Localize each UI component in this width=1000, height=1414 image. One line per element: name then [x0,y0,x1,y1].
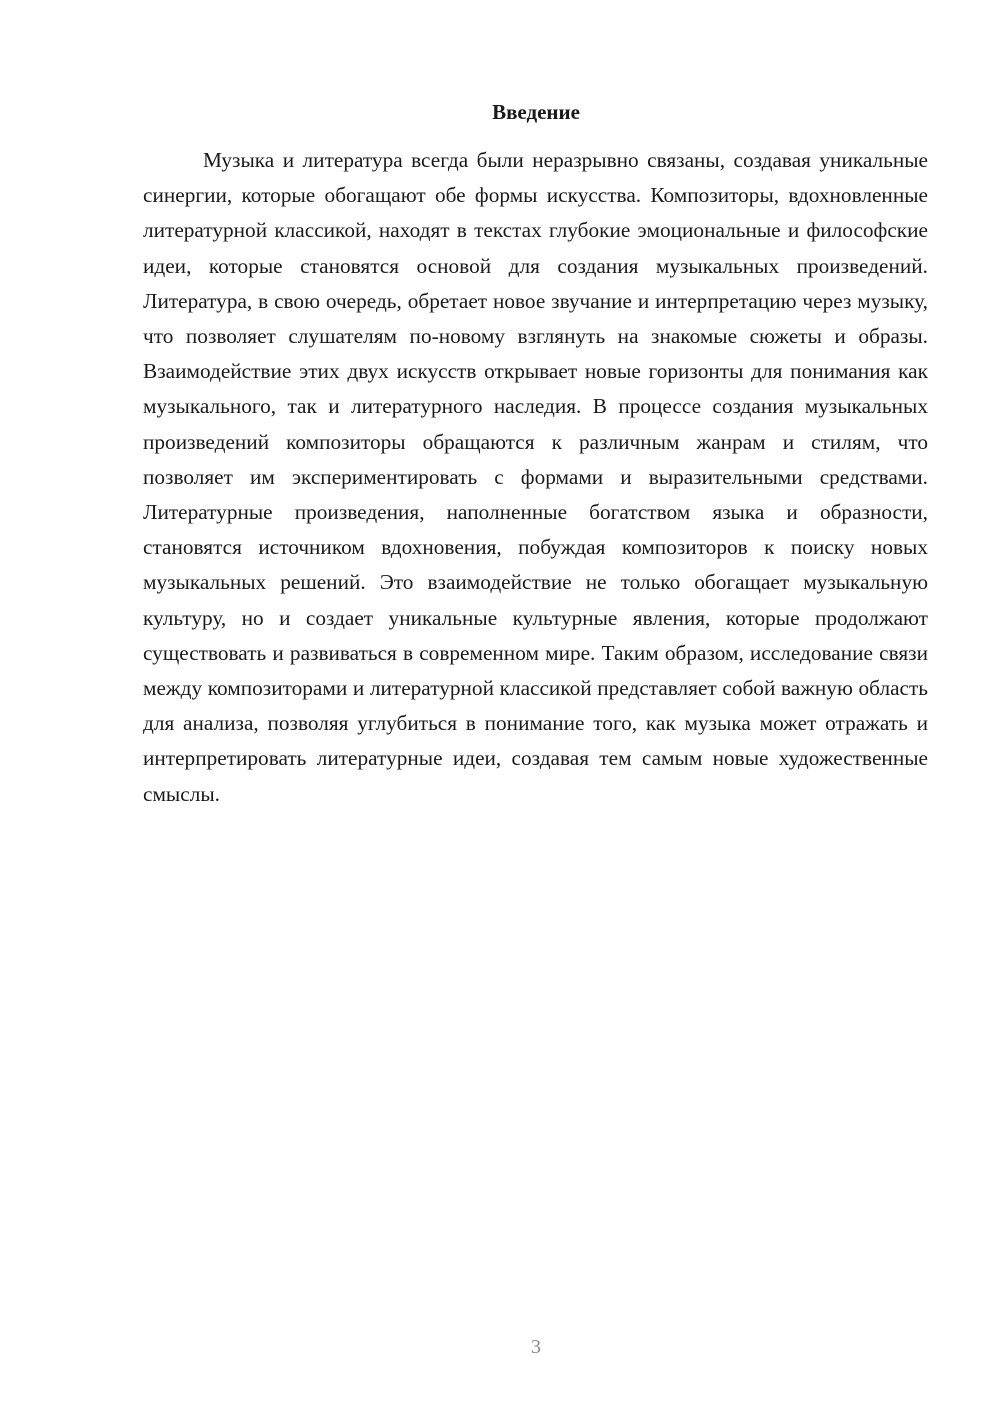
section-heading: Введение [492,100,580,124]
body-paragraph: Музыка и литература всегда были неразрывно связаны, создавая уникальные синергии, которые обогащают обе формы искусства. Композиторы, вдохновленные литературной классикой, находят в текстах глубокие эмоциональные и философские идеи, которые становятся основой для создания музыкальных произведений. Литература, в свою очередь, обретает новое звучание и интерпретацию через музыку, что позволяет слушателям по-новому взглянуть на знакомые сюжеты и образы. Взаимодействие этих двух искусств открывает новые горизонты для понимания как музыкального, так и литературного наследия. В процессе создания музыкальных произведений композиторы обращаются к различным жанрам и стилям, что позволяет им экспериментировать с формами и выразительными средствами. Литературные произведения, наполненные богатством языка и образности, становятся источником вдохновения, побуждая композиторов к поиску новых музыкальных решений. Это взаимодействие не только обогащает музыкальную культуру, но и создает уникальные культурные явления, которые продолжают существовать и развиваться в современном мире. Таким образом, исследование связи между композиторами и литературной классикой представляет собой важную область для анализа, позволяя углубиться в понимание того, как музыка может отражать и интерпретировать литературные идеи, создавая тем самым новые художественные смыслы. [143,148,928,806]
page-number: 3 [531,1336,541,1358]
